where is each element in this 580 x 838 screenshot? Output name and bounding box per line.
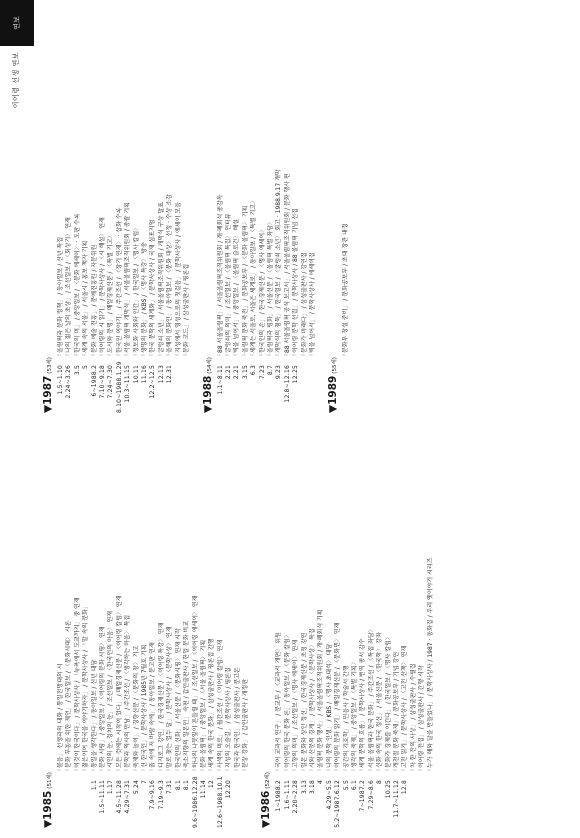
entry-row [267, 13, 275, 413]
entry-text: 「문화 코드」 / 삼성출판사 / 평론집 [183, 263, 191, 359]
entry-date: 12.25 [292, 365, 300, 384]
year-heading [260, 428, 272, 828]
entry-text: 「개막식의 침묵」 / 한국일보 / 〈굴렁쇠 소년〉 회고 · 1988.9.17 개막 [275, 169, 283, 359]
entry-text: 「생명의 문화」 / KBS / 〈명사 특강〉 방송 [141, 242, 149, 359]
left-column [40, 428, 445, 828]
entry-row [192, 428, 200, 828]
entry-date: 7.9~9.16 [149, 780, 157, 810]
entry-text: 「생각의 축제」 / 중앙일보 / 〈특별 기획〉 [351, 659, 358, 774]
year-heading [202, 13, 214, 413]
entry-row [292, 428, 300, 828]
entry-date: 9.6~1986.12.28 [191, 776, 199, 828]
entry-date [418, 774, 426, 828]
entry-row [342, 13, 350, 413]
entry-date: 1.17 [107, 780, 115, 795]
entry-date: 3.13 [300, 780, 308, 795]
entry-date: 11.7~11.12 [393, 780, 401, 818]
entry-row [376, 428, 384, 828]
entry-text: 「나의 젊은 날의 초상」 / 조선일보 / 〈회상기〉 연재 [65, 217, 73, 359]
entry-date [74, 774, 82, 828]
entry-text: 「한국과 한국인」 / 삼성출판사 / 문고본 [233, 667, 241, 774]
entry-date: 12 [208, 780, 216, 789]
entry-date: 5.5 [342, 780, 350, 791]
entry-text: 「올림픽과 평화」 / 서울신문 / 〈올림픽 특별 좌담〉 [266, 219, 274, 359]
entry-row [351, 428, 359, 828]
entry-text: 「말로 찾는 열두 달」 / 문학사상사 / 〈문학사상〉 연재 [166, 626, 174, 774]
entry-row [359, 428, 367, 828]
entry-row [82, 13, 90, 413]
entry-text: 「88 서울올림픽 공식 보고서」 / 서울올림픽조직위원회 / 문화 행사 편 [283, 173, 291, 359]
entry-date: 7.19~9.3 [157, 780, 165, 810]
entry-text: 「한국인의 손」 / 한국경제신문 / 〈명사 에세이〉 [258, 226, 266, 359]
entry-text: 「굴렁쇠 소년」 / 서울올림픽조직위원회 / 개막식 구상 발표 [157, 202, 165, 359]
entry-text: 「문화 올림픽」 / 중앙일보 / 〈서울 올림픽〉 기획 [199, 639, 207, 774]
entry-date [57, 774, 65, 828]
entry-text: 「문화가 미래다」 / 삼성출판사 / 강연집 [300, 252, 308, 359]
year-label: 1987 [42, 375, 54, 405]
entry-row [242, 428, 250, 828]
entry-date: 6.3 [250, 365, 258, 376]
year-label: 1985 [42, 790, 54, 820]
entry-date: 1.6~1.11 [283, 780, 291, 810]
year-block [260, 428, 435, 828]
year-label: 1989 [327, 375, 340, 405]
year-label: 1986 [260, 790, 273, 820]
entry-row [225, 13, 233, 413]
entry-date: 12.13 [157, 365, 165, 384]
triangle-marker-icon: ▼ [260, 819, 273, 828]
entry-text: 「사색의 미로」 / 월간조선 / 〈이어령 칼럼〉 연재 [216, 639, 224, 774]
entry-text: 「벽을 넘어서」 / 중앙일보 / 〈올림픽 슬로건〉 해설 [233, 219, 241, 359]
entry-text: 「개천절 문화 축제」 / 문화공보부 / 기념 강연 [393, 651, 401, 774]
entry-date [234, 774, 242, 828]
entry-text: 「88 서울올림픽」 / 서울올림픽조직위원회 / 개·폐회식 총감독 [216, 194, 224, 359]
entry-date: 4.29~5.5 [325, 780, 333, 810]
entry-text: 「디지로그 강연」 / 한국경제신문 / 〈이어령 특강〉 연재 [157, 622, 165, 774]
entry-text: 「흙 속에 저 바람 속에」 / 동아일보 / 문고판 연재 [149, 642, 157, 774]
entry-date [342, 359, 350, 413]
entry-row [259, 13, 267, 413]
entry-text: 「신화 속의 한국 정신」 / 서울신문 / 〈한국학〉 강좌 [376, 632, 384, 774]
entry-text: 「문화 시평」 / 중앙일보 / 〈이어령의 문화 시평〉 연재 [99, 626, 107, 774]
entry-text: 「일본 문화와 상인 정신」 / 한국경제신문 / 초청 강연 [300, 632, 308, 774]
entry-row [149, 428, 157, 828]
entry-row [385, 428, 393, 828]
entry-row [301, 13, 309, 413]
entry-text: 「문화부 창설 준비」 / 문화공보부 / 초대 장관 내정 [342, 223, 350, 359]
entry-date: 7 [141, 780, 149, 785]
entry-row [309, 428, 317, 828]
entry-date: 10.25 [384, 780, 392, 799]
entry-date: 2.20~2.28 [292, 780, 300, 814]
entry-row [393, 428, 401, 828]
entry-date: 7~1987.2 [359, 780, 367, 812]
entry-row [82, 428, 90, 828]
entry-date: 12.8~12.16 [283, 365, 291, 403]
entry-date: 3.15 [241, 365, 249, 380]
entry-row [208, 428, 216, 828]
year-age: (53세) [47, 357, 53, 374]
entry-date: 10.3~11.15 [124, 365, 132, 403]
entry-text: 「이어령의 한국 문화 론」 / 동아일보 / 〈문화 칼럼〉 [283, 632, 291, 774]
entry-text: 「한국의 미」 / 중앙일보 / 〈문화 에세이〉 · 도판 수록 [73, 213, 81, 359]
entry-date [301, 359, 309, 413]
entry-text: 「물음」 선생과의 대화 / 통일전망대의 시 [57, 663, 64, 774]
entry-row [57, 13, 65, 413]
right-column [40, 13, 361, 413]
entry-date: 8.1 [174, 780, 182, 791]
triangle-marker-icon: ▼ [42, 404, 54, 413]
entry-date [65, 774, 73, 828]
entry-row [275, 428, 283, 828]
year-age: (54세) [206, 357, 213, 374]
entry-date: 9.23 [275, 365, 283, 380]
entry-text: 「굴렁쇠의 의미」 / 조선일보 / 〈올림픽 특집〉 인터뷰 [224, 213, 232, 359]
entry-row [242, 13, 250, 413]
entry-date: 5.24 [132, 780, 140, 795]
entry-date [242, 774, 250, 828]
entry-date: 2.24~3.26 [65, 365, 73, 399]
entry-row [158, 13, 166, 413]
entry-text: 「올림픽 문화 축전」 / 문화공보부 / 〈문화 올림픽〉 기획 [241, 205, 249, 359]
entry-date [410, 774, 418, 828]
entry-row [301, 428, 309, 828]
entry-date: 12.31 [166, 365, 174, 384]
year-block [42, 13, 192, 413]
entry-date: 12.6~1988.10.1 [216, 776, 224, 828]
entry-row [99, 428, 107, 828]
entry-text: 「문화 부흥을 위한 제언」 / 한국일보 / 〈문화시대〉 시론 [65, 620, 73, 774]
entry-date [175, 359, 183, 413]
entry-date: 1.1 [90, 780, 98, 791]
entry-text: 「올림픽 문화 행사」 / 서울올림픽조직위원회 / 개·폐회식 기획 [317, 609, 325, 774]
entry-date: 4.5~11.28 [115, 780, 123, 814]
year-block [327, 13, 350, 413]
entry-row [116, 13, 124, 413]
entry-text: 「문학과 역사의 만남」 / 주간조선 / 〈생각하는 마음〉 특집 [124, 614, 132, 774]
entry-date [309, 359, 317, 413]
year-block [202, 13, 318, 413]
entry-date: 5 [82, 365, 90, 370]
entry-row [141, 428, 149, 828]
entry-date: 11.16 [141, 365, 149, 384]
entry-date: 3.5 [73, 365, 81, 376]
entry-text: 「공간의 기호학」 / 민음사 / 학술서 간행 [342, 665, 350, 774]
entry-row [175, 428, 183, 828]
triangle-marker-icon: ▼ [42, 819, 54, 828]
entry-text: 「서울 올림픽 개막식」 / 서울올림픽조직위원회 / 총괄 기획 [124, 202, 132, 359]
entry-text: 「지성의 오솔길」 / 문학사상사 / 평론집 [225, 667, 233, 774]
entry-text: 「세계 속의 한국 문화」 / 삼성출판사 / 평론집 간행 [208, 638, 216, 774]
entry-row [65, 13, 73, 413]
entry-text: 「젊은이여 한국을 이야기하자」 / 문학사상사 / 「말 속의 문화」 [82, 603, 90, 774]
entry-date: 4 [317, 780, 325, 785]
entry-text: 「문화가 경제를 이긴다」 / 한국일보 / 〈명사 칼럼〉 [384, 634, 392, 774]
entry-date: 8.10~1988.1.29 [115, 361, 123, 413]
entry-date [427, 774, 435, 828]
entry-row [284, 13, 292, 413]
entry-text: 「지성에서 영성으로의 첫걸음」 / 문학사상사 / 에세이 모음 [174, 202, 182, 359]
entry-row [233, 13, 241, 413]
entry-text: 「신 한국인」 / 문학사상사 / 1985년 7월호 기획 [141, 644, 149, 774]
entry-date: 10.11 [132, 365, 140, 384]
entry-date: 2.21 [224, 365, 232, 380]
entry-date: 8.1 [183, 780, 191, 791]
entry-row [91, 428, 99, 828]
entry-text: 「세계 문학의 흐름」 / 문학사상사 / 번역 총서 감수 [359, 638, 367, 774]
entry-date: 12.2~12.5 [149, 365, 157, 399]
entry-text: 「이어령의 시 읽기」 / 문학사상사 / 〈시 해설〉 연재 [99, 217, 107, 359]
entry-date: 7.23 [258, 365, 266, 380]
entry-text: 「문장 강화」 / 갑인출판사 / 개정판 [241, 678, 249, 774]
entry-row [418, 428, 426, 828]
entry-row [183, 428, 191, 828]
entry-row [65, 428, 73, 828]
entry-row [317, 428, 325, 828]
entry-text: 「고향의 의미」 / 조선일보 / 〈명사 에세이〉 연재 [292, 639, 300, 774]
entry-date: 1.1~8.11 [216, 365, 224, 395]
entry-row [166, 13, 174, 413]
year-heading [42, 13, 54, 413]
entry-text: 「올해의 문화인」 / 동아일보 / 〈문화 대상〉 선정 · 수상 소감 [166, 194, 174, 359]
entry-text: 「문화 예술 진흥」 / 문예진흥원 / 자문위원 [90, 244, 98, 359]
entry-text: 「세계 속의 서울」 / 서울시 / 홍보 책자 기획 [82, 240, 90, 359]
entry-row [200, 428, 208, 828]
entry-text: 「축제와 놀이」 / 경향신문 / 〈문화의 창〉 기고 [132, 645, 140, 774]
entry-date: 8.7 [266, 365, 274, 376]
entry-row [133, 13, 141, 413]
entry-text: 「한국인의 신화」 / 서울신문 / 〈문화시평〉 연재 시작 [174, 628, 182, 774]
entry-row [107, 13, 115, 413]
entry-row [149, 13, 157, 413]
entry-text: 「모든 것에는 시작이 있다」 / 매일경제신문 / 〈이어령 칼럼〉 연재 [115, 595, 123, 774]
entry-text: 「시인의 눈, 정치의 눈」 / 조선일보 / 〈한국인의 마음〉 연재 [107, 610, 115, 774]
entry-text: 「축소지향의 일본인」 속편 / 갑인출판사 / 한일 문화 비교 [183, 620, 191, 774]
entry-text: 「한국 문학의 세계화」 / 문학사상사 / 국제 심포지엄 [149, 219, 157, 359]
entry-text: 「서울 올림픽과 한국 문화」 / 주간조선 / 〈특집 좌담〉 [367, 626, 375, 774]
entry-text: 「이것이 한국이다」 / 문학사상사 / 「뉴욕에서 도쿄까지」 중 연재 [73, 597, 81, 774]
year-age: (52세) [265, 772, 272, 789]
entry-row [217, 13, 225, 413]
entry-date: 11.14 [199, 780, 207, 799]
year-block [42, 428, 250, 828]
entry-text: 「이어령 전집」 / 삼성출판사 / 간행 시작 [418, 665, 426, 774]
entry-date: 5.2~1987.6.12 [334, 780, 342, 828]
entry-text: 「벽을 넘어서」 / 문학사상사 / 에세이집 [308, 252, 316, 359]
year-heading [327, 13, 339, 413]
entry-row [326, 428, 334, 828]
entry-row [133, 428, 141, 828]
entry-date: 1.5~11.11 [99, 780, 107, 814]
entry-date: 3.18 [308, 780, 316, 795]
year-heading [42, 428, 54, 828]
entry-row [292, 13, 300, 413]
entry-row [250, 13, 258, 413]
triangle-marker-icon: ▼ [201, 404, 214, 413]
entry-text: 「누가 해와 달을 만들었나」 / 문학사상사 / 1987 · 동화집 / 우리 옛이야기 시리즈 [426, 557, 434, 774]
entry-row [74, 428, 82, 828]
entry-text: 「시와 산문의 경계」 / 문학사상사 / 〈문학사상〉 특집 [308, 628, 316, 774]
triangle-marker-icon: ▼ [327, 404, 340, 413]
entry-text: 「이어령 문학 선집」 / 문학사상사 / 88 올림픽 기념 선집 [292, 208, 300, 359]
entry-row [217, 428, 225, 828]
entry-text: 「한국인 이야기」 / 주간조선 / 〈장기 연재〉 · 삽화 수록 [115, 207, 123, 359]
entry-date: 8 [376, 780, 384, 785]
entry-row [116, 428, 124, 828]
entry-row [183, 13, 191, 413]
entry-row [166, 428, 174, 828]
entry-text: 「올림픽과 문화 정책」 / 동아일보 / 신년 특집 [57, 236, 64, 359]
entry-date: 7.10~9.18 [99, 365, 107, 399]
entry-date: 1.5~1.10 [57, 365, 64, 395]
entry-date: 1~1988.2 [275, 780, 283, 812]
entry-row [141, 13, 149, 413]
entry-text: 「국어 교과서 연구」 / 문교부 / 〈교과서 개편〉 위원 [275, 632, 283, 774]
entry-row [309, 13, 317, 413]
header-tab: 연보 [0, 0, 34, 46]
header-title: 이어령 선생 연보 [12, 52, 20, 109]
entry-row [107, 428, 115, 828]
entry-row [91, 13, 99, 413]
entry-date: 7.29~8.6 [367, 780, 375, 810]
entry-text: 「나의 문학 인생」 / KBS / 〈명사 초대석〉 대담 [325, 643, 333, 774]
entry-text: 「하나의 나뭇잎이 흔들릴 때」 / 조선일보 / 〈이어령 에세이〉 연재 [191, 595, 199, 774]
entry-text: 「정보화 사회와 인간」 / 한국일보 / 〈명사 칼럼〉 [132, 224, 140, 359]
entry-row [275, 13, 283, 413]
entry-date [82, 774, 90, 828]
entry-text: 「통일을 생각한다」 / 동아일보 / 신년 대담 [90, 659, 98, 774]
entry-date: 6.1 [351, 780, 358, 791]
entry-date: 6~1988.2 [90, 365, 98, 397]
entry-text: 「세계는 서울로, 서울은 세계로」 / 동아일보 / 〈특별 기고〉 [250, 197, 258, 359]
entry-row [225, 428, 233, 828]
entry-date: 12.20 [225, 780, 233, 799]
entry-row [124, 428, 132, 828]
entry-row [124, 13, 132, 413]
page-header [0, 0, 34, 838]
entry-date: 2.21 [233, 365, 241, 380]
year-label: 1988 [201, 375, 214, 405]
entry-row [368, 428, 376, 828]
entry-row [74, 13, 82, 413]
entry-row [410, 428, 418, 828]
year-age: (51세) [47, 772, 53, 789]
entry-row [334, 428, 342, 828]
entry-date: 12.8 [401, 780, 409, 795]
entry-row [401, 428, 409, 828]
entry-date: 4.29~7.31 [124, 780, 132, 814]
entry-text: 「차 한 잔의 사상」 / 삼성출판사 / 수필집 [409, 663, 417, 774]
entry-date: 7.31 [166, 780, 174, 795]
entry-text: 「도시와 문명」 / 매일경제신문 / 〈특별 기고〉 [107, 232, 115, 359]
entry-row [57, 428, 65, 828]
entry-row [175, 13, 183, 413]
entry-row [158, 428, 166, 828]
entry-row [284, 428, 292, 828]
entry-row [427, 428, 435, 828]
entry-date: 7.24~7.30 [107, 365, 115, 399]
entry-row [234, 428, 242, 828]
entry-date [183, 359, 191, 413]
year-age: (55세) [332, 357, 339, 374]
entry-text: 「이어령의 문화 읽기」 / 매일경제신문 / 〈문화면〉 연재 [334, 622, 342, 774]
entry-row [343, 428, 351, 828]
entry-row [99, 13, 107, 413]
entry-text: 「고전 읽기」 / 문학사상사 / 〈고전 산책〉 연재 [401, 645, 409, 774]
